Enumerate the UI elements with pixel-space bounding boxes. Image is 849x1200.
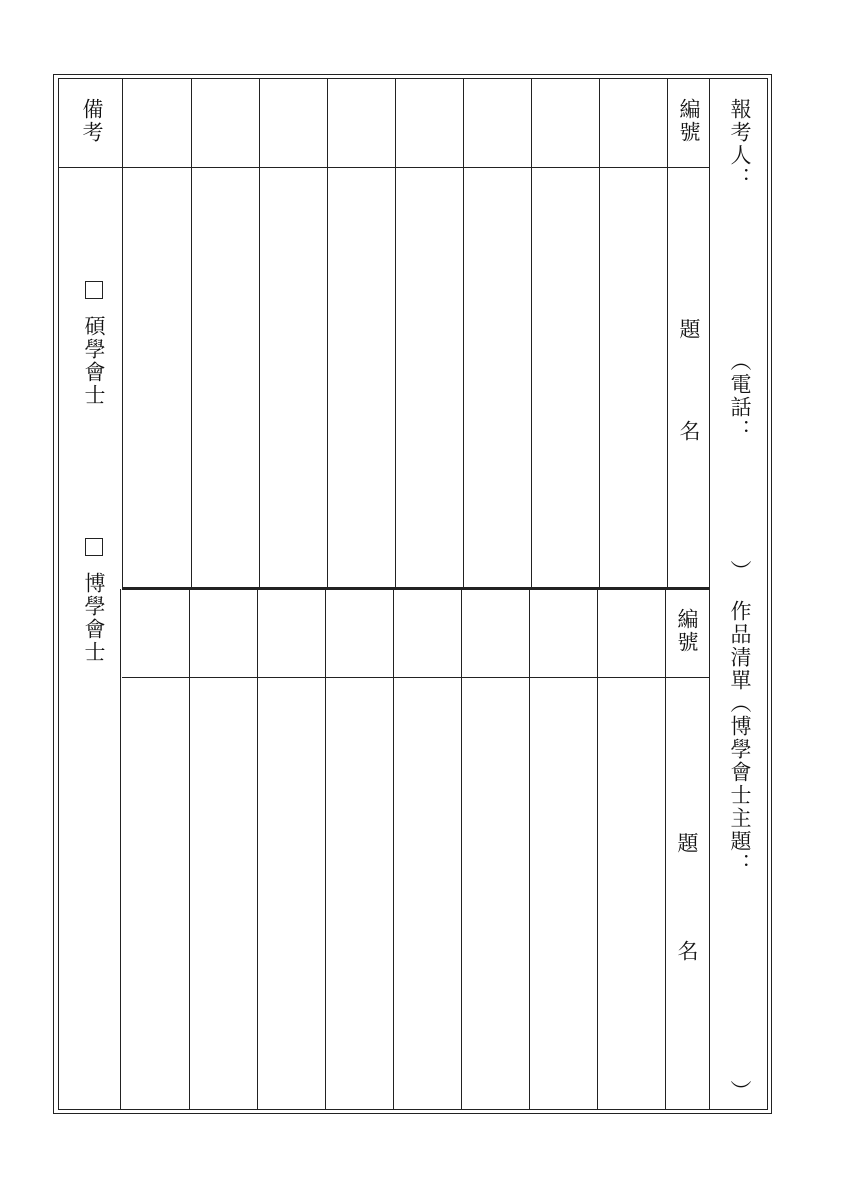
phone-close: ）: [728, 560, 752, 583]
upper-header-row-line: [58, 167, 709, 168]
title-header-char: 名: [675, 940, 699, 963]
column-line: [665, 589, 666, 1110]
column-line: [529, 589, 530, 1110]
header-strip-divider: [709, 78, 710, 1110]
column-line: [463, 78, 464, 589]
title-header-char: 題: [677, 318, 701, 341]
column-line: [191, 78, 192, 589]
doctor-option-checkbox[interactable]: [85, 538, 103, 556]
column-line: [259, 78, 260, 589]
master-option-checkbox[interactable]: [85, 281, 103, 299]
block-divider: [122, 587, 709, 590]
column-line: [531, 78, 532, 589]
lower-header-row-line: [122, 677, 709, 678]
column-line: [327, 78, 328, 589]
column-line: [597, 589, 598, 1110]
form-inner-border: [58, 78, 768, 1110]
phone-label: （電話：: [728, 350, 752, 442]
column-line: [393, 589, 394, 1110]
list-title: 作品清單（博學會士主題：: [728, 600, 752, 876]
column-line: [122, 78, 123, 589]
column-line: [395, 78, 396, 589]
applicant-label: 報考人：: [728, 98, 752, 190]
master-option-label: 碩學會士: [82, 315, 106, 407]
column-line: [189, 589, 190, 1110]
title-header-char: 名: [677, 420, 701, 443]
list-close: ）: [728, 1080, 752, 1103]
column-line: [325, 589, 326, 1110]
number-header: 編號: [677, 98, 701, 144]
column-line: [257, 589, 258, 1110]
column-line: [667, 78, 668, 589]
column-line: [461, 589, 462, 1110]
column-line: [599, 78, 600, 589]
doctor-option-label: 博學會士: [82, 572, 106, 664]
column-line: [120, 589, 121, 1110]
title-header-char: 題: [675, 832, 699, 855]
remarks-header: 備考: [80, 98, 104, 144]
number-header: 編號: [675, 608, 699, 654]
